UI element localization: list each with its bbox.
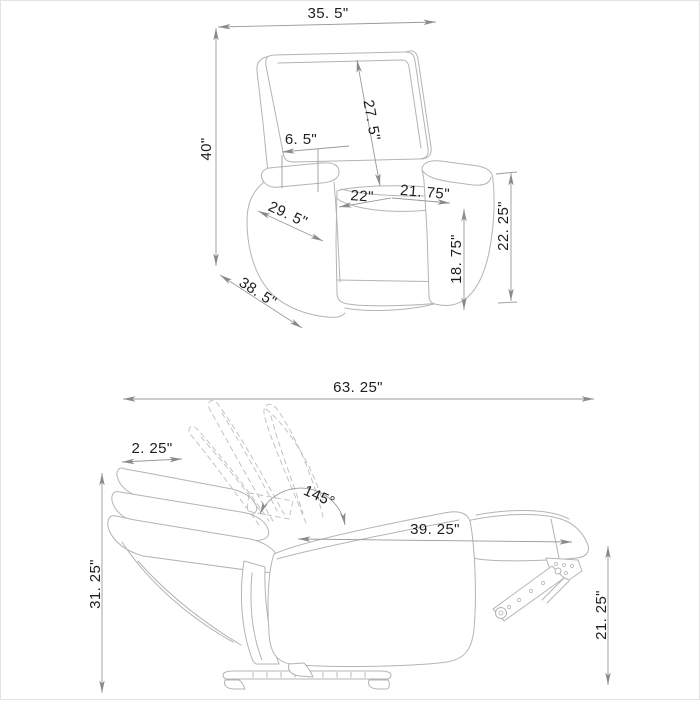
dim-line-wall-clearance (122, 459, 182, 462)
footrest-length-label: 39. 25" (410, 521, 460, 538)
reclined-recliner-drawing (108, 401, 589, 689)
seat-back-height-label: 27. 5" (359, 98, 384, 142)
dim-armrest-height (495, 172, 517, 303)
dim-reclined-overall-length (123, 379, 594, 399)
dim-footrest-floor-height (593, 546, 610, 685)
overall-width-label: 35. 5" (307, 5, 349, 22)
linkage-arm-hole (529, 589, 532, 592)
linkage-arm-hole (507, 605, 510, 608)
dim-line-overall-width (218, 22, 436, 27)
seat-height-label: 18. 75" (448, 234, 465, 284)
dim-overall-height (198, 28, 216, 266)
base-left-foot (224, 680, 245, 689)
dim-overall-width (218, 5, 436, 27)
overall-depth-label: 38. 5" (235, 274, 280, 311)
overall-height-label: 40" (198, 137, 215, 161)
wall-clearance-label: 2. 25" (131, 440, 173, 457)
left-armrest-top (261, 163, 339, 187)
reclined-back-height-label: 31. 25" (87, 559, 104, 609)
linkage-arm-hole (517, 598, 520, 601)
bracket-hole (565, 572, 568, 575)
arm-front-diagonal-label: 29. 5" (265, 198, 311, 231)
linkage-arm-hole (541, 581, 544, 584)
bracket-hole (563, 564, 566, 567)
footrest-ottoman (467, 515, 589, 561)
armrest-height-label: 22. 25" (495, 201, 512, 251)
base-right-foot (368, 680, 389, 689)
dim-arm-front-diagonal (258, 198, 323, 241)
reclined-length-label: 63. 25" (333, 379, 383, 396)
seat-depth-label: 21. 75" (399, 181, 451, 204)
dim-reclined-back-height (87, 473, 104, 693)
bracket-hole (555, 563, 558, 566)
recline-angle-label: 145° (300, 482, 338, 511)
armrest-top-width-label: 6. 5" (284, 131, 318, 148)
dim-wall-clearance (122, 440, 182, 462)
linkage-pivot-small (555, 568, 561, 574)
seat-width-label: 22" (349, 187, 375, 206)
dimension-drawing (1, 1, 700, 701)
bracket-hole (571, 565, 574, 568)
linkage-pivot-large-center (499, 611, 503, 615)
ghost-backrest-low (264, 404, 323, 523)
dim-overall-depth (220, 274, 302, 328)
footrest-height-label: 21. 25" (593, 590, 610, 640)
